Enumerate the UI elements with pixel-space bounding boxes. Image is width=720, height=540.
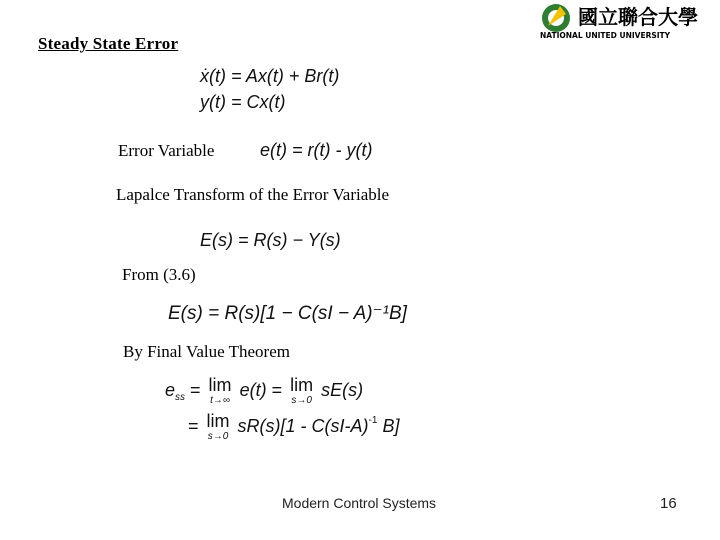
from-reference-label: From (3.6) <box>122 265 196 284</box>
state-equation: ẋ(t) = Ax(t) + Br(t) <box>200 66 340 86</box>
lim-word: lim <box>290 375 314 395</box>
fvt-term-e-t: e(t) <box>239 379 267 400</box>
inverse-exponent: -1 <box>368 414 378 426</box>
university-logo <box>538 0 720 42</box>
limit-s-zero <box>290 376 313 406</box>
slide-title: Steady State Error <box>38 34 179 53</box>
laplace-label: Lapalce Transform of the Error Variable <box>116 185 390 204</box>
ess-symbol: e <box>165 379 176 400</box>
error-variable-equation: e(t) = r(t) - y(t) <box>260 140 373 160</box>
fvt-line-1: $e_{ss}$ = lim t→∞ e(t) = lim s→0 sE(s) <box>165 375 364 406</box>
university-logo-mark <box>538 0 720 42</box>
limit-t-infinity <box>209 376 232 406</box>
lim-sub-t: t→∞ <box>210 395 230 406</box>
logo-english-text: NATIONAL UNITED UNIVERSITY <box>540 31 671 40</box>
footer-course-title: Modern Control Systems <box>282 495 437 511</box>
final-value-theorem-label: By Final Value Theorem <box>123 342 290 361</box>
page-number: 16 <box>660 495 677 512</box>
lim-word: lim <box>208 375 232 395</box>
fvt-term-sE-s: sE(s) <box>321 379 364 400</box>
error-variable-label: Error Variable <box>118 141 215 160</box>
fvt-term-tail: B] <box>382 415 400 436</box>
error-transform-equation: E(s) = R(s)[1 − C(sI − A)⁻¹B] <box>168 303 407 324</box>
logo-cjk-text: 國立聯合大學 <box>578 5 698 29</box>
lim-sub-s: s→0 <box>291 395 312 406</box>
fvt-term-sR-s: sR(s)[1 - C(sI-A) <box>237 415 369 436</box>
lim-sub-s-2: s→0 <box>207 431 229 442</box>
lim-word: lim <box>206 411 230 431</box>
fvt-line-2: = lim s→0 $sR(s)[1 - C(sI-A)^{-1}$ B] <box>188 411 400 442</box>
limit-s-zero-2 <box>207 412 230 442</box>
output-equation: y(t) = Cx(t) <box>200 92 286 112</box>
ess-subscript: ss <box>175 391 186 403</box>
laplace-equation: E(s) = R(s) − Y(s) <box>200 230 341 250</box>
